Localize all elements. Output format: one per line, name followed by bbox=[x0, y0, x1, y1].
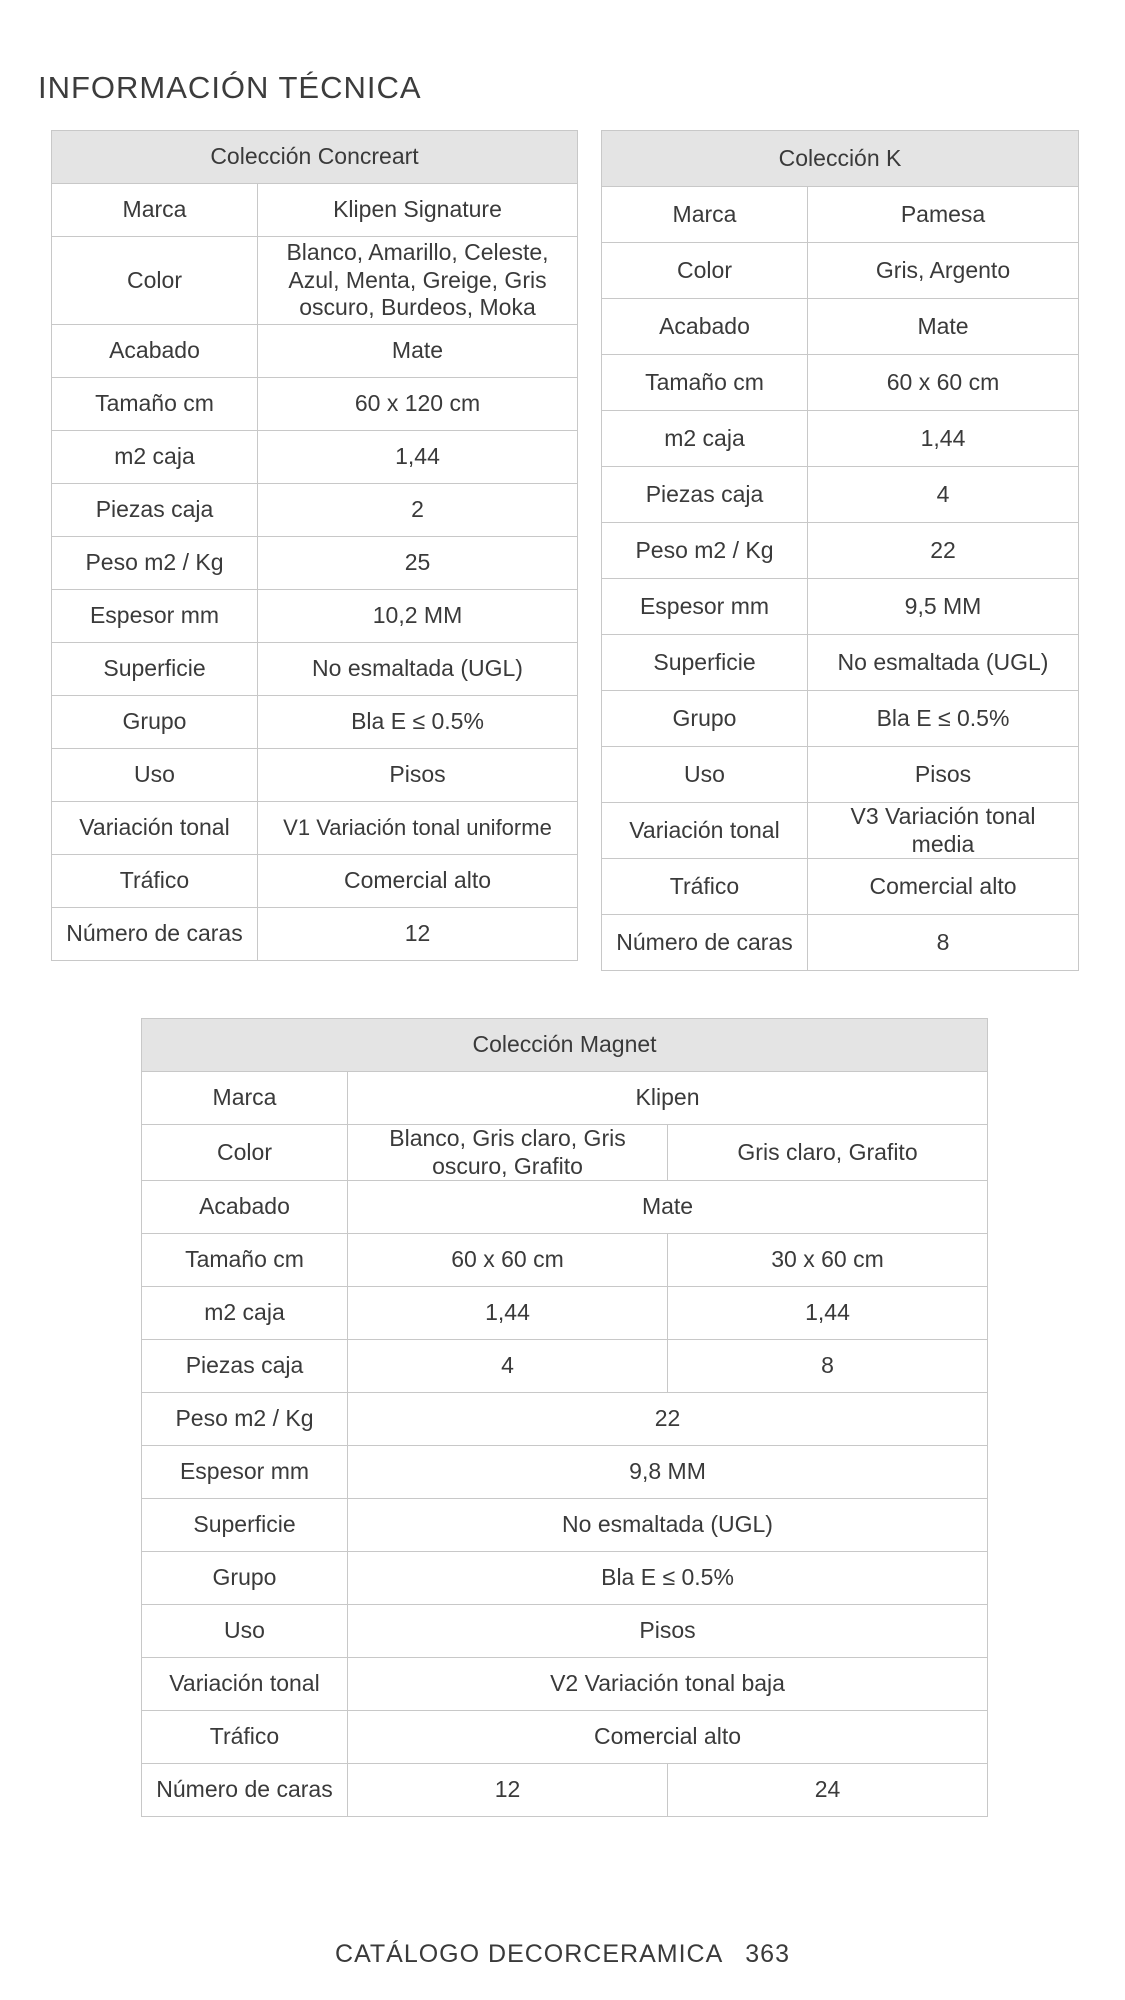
row-label: Tamaño cm bbox=[142, 1234, 348, 1287]
table-row bbox=[52, 696, 578, 749]
row-value: No esmaltada (UGL) bbox=[808, 635, 1079, 691]
row-label: Tamaño cm bbox=[52, 378, 258, 431]
table-row bbox=[142, 1340, 988, 1393]
row-label: Color bbox=[142, 1125, 348, 1181]
row-value: 8 bbox=[808, 915, 1079, 971]
table-row bbox=[52, 855, 578, 908]
row-label: Piezas caja bbox=[602, 467, 808, 523]
row-value-b: 30 x 60 cm bbox=[668, 1234, 988, 1287]
row-value: No esmaltada (UGL) bbox=[258, 643, 578, 696]
row-label: Uso bbox=[52, 749, 258, 802]
row-value-a: 4 bbox=[348, 1340, 668, 1393]
table-row bbox=[52, 431, 578, 484]
table-row bbox=[602, 579, 1079, 635]
table-row bbox=[52, 325, 578, 378]
row-value: Bla E ≤ 0.5% bbox=[348, 1552, 988, 1605]
table-row bbox=[142, 1072, 988, 1125]
table-row bbox=[142, 1764, 988, 1817]
table-title: Colección Magnet bbox=[142, 1019, 988, 1072]
row-value: Klipen Signature bbox=[258, 184, 578, 237]
row-value-a: Blanco, Gris claro, Gris oscuro, Grafito bbox=[348, 1125, 668, 1181]
table-row bbox=[142, 1181, 988, 1234]
row-label: m2 caja bbox=[142, 1287, 348, 1340]
row-label: Espesor mm bbox=[52, 590, 258, 643]
magnet-spec-table bbox=[141, 1018, 988, 1817]
row-value-a: 60 x 60 cm bbox=[348, 1234, 668, 1287]
table-row bbox=[602, 299, 1079, 355]
catalog-name: CATÁLOGO DECORCERAMICA bbox=[335, 1940, 724, 1968]
row-label: Peso m2 / Kg bbox=[142, 1393, 348, 1446]
row-label: Tráfico bbox=[52, 855, 258, 908]
row-label: Variación tonal bbox=[52, 802, 258, 855]
row-value: 12 bbox=[258, 908, 578, 961]
table-row bbox=[602, 467, 1079, 523]
table-row bbox=[602, 915, 1079, 971]
row-value: V1 Variación tonal uniforme bbox=[258, 802, 578, 855]
row-value-b: Gris claro, Grafito bbox=[668, 1125, 988, 1181]
row-value: 22 bbox=[808, 523, 1079, 579]
table-row bbox=[52, 590, 578, 643]
row-label: Uso bbox=[142, 1605, 348, 1658]
row-value: Klipen bbox=[348, 1072, 988, 1125]
row-label: Color bbox=[52, 237, 258, 325]
table-row bbox=[52, 643, 578, 696]
page-title: INFORMACIÓN TÉCNICA bbox=[38, 70, 422, 105]
table-row bbox=[602, 523, 1079, 579]
row-value: Comercial alto bbox=[348, 1711, 988, 1764]
row-label: Piezas caja bbox=[142, 1340, 348, 1393]
table-row bbox=[52, 908, 578, 961]
row-value: Blanco, Amarillo, Celeste, Azul, Menta, Greige, Gris oscuro, Burdeos, Moka bbox=[258, 237, 578, 325]
row-value: 60 x 120 cm bbox=[258, 378, 578, 431]
table-row bbox=[142, 1234, 988, 1287]
table-row bbox=[52, 749, 578, 802]
row-value-b: 1,44 bbox=[668, 1287, 988, 1340]
table-row bbox=[142, 1499, 988, 1552]
row-value: Mate bbox=[348, 1181, 988, 1234]
row-value: Pamesa bbox=[808, 187, 1079, 243]
row-value: Bla E ≤ 0.5% bbox=[258, 696, 578, 749]
page-number: 363 bbox=[745, 1940, 790, 1968]
table-row bbox=[602, 355, 1079, 411]
row-label: Peso m2 / Kg bbox=[602, 523, 808, 579]
row-label: Acabado bbox=[602, 299, 808, 355]
table-row bbox=[52, 184, 578, 237]
table-row bbox=[52, 537, 578, 590]
row-value: 9,5 MM bbox=[808, 579, 1079, 635]
row-value: Comercial alto bbox=[808, 859, 1079, 915]
row-value: Mate bbox=[258, 325, 578, 378]
table-row bbox=[602, 691, 1079, 747]
table-row bbox=[142, 1711, 988, 1764]
table-row bbox=[142, 1446, 988, 1499]
table-row bbox=[602, 187, 1079, 243]
table-row bbox=[142, 1287, 988, 1340]
table-row bbox=[602, 411, 1079, 467]
row-value-b: 24 bbox=[668, 1764, 988, 1817]
row-value: 1,44 bbox=[258, 431, 578, 484]
row-label: Grupo bbox=[52, 696, 258, 749]
row-label: Uso bbox=[602, 747, 808, 803]
row-label: Peso m2 / Kg bbox=[52, 537, 258, 590]
row-value: 22 bbox=[348, 1393, 988, 1446]
row-value: Comercial alto bbox=[258, 855, 578, 908]
page-footer bbox=[0, 1940, 1125, 1969]
table-title: Colección Concreart bbox=[52, 131, 578, 184]
row-value: Pisos bbox=[808, 747, 1079, 803]
row-value-a: 1,44 bbox=[348, 1287, 668, 1340]
row-value: No esmaltada (UGL) bbox=[348, 1499, 988, 1552]
row-label: Marca bbox=[52, 184, 258, 237]
row-label: Espesor mm bbox=[602, 579, 808, 635]
row-value: Bla E ≤ 0.5% bbox=[808, 691, 1079, 747]
row-value: 9,8 MM bbox=[348, 1446, 988, 1499]
concreart-spec-table bbox=[51, 130, 578, 961]
table-row bbox=[52, 237, 578, 325]
row-label: Color bbox=[602, 243, 808, 299]
row-label: Tamaño cm bbox=[602, 355, 808, 411]
row-label: Grupo bbox=[602, 691, 808, 747]
row-label: Superficie bbox=[142, 1499, 348, 1552]
row-label: Número de caras bbox=[52, 908, 258, 961]
table-row bbox=[602, 243, 1079, 299]
row-label: m2 caja bbox=[52, 431, 258, 484]
row-label: m2 caja bbox=[602, 411, 808, 467]
row-value: V2 Variación tonal baja bbox=[348, 1658, 988, 1711]
table-row bbox=[142, 1658, 988, 1711]
row-label: Variación tonal bbox=[602, 803, 808, 859]
row-value-a: 12 bbox=[348, 1764, 668, 1817]
row-label: Piezas caja bbox=[52, 484, 258, 537]
table-title: Colección K bbox=[602, 131, 1079, 187]
table-row bbox=[142, 1393, 988, 1446]
row-label: Variación tonal bbox=[142, 1658, 348, 1711]
row-label: Marca bbox=[602, 187, 808, 243]
table-row bbox=[142, 1552, 988, 1605]
table-row bbox=[142, 1605, 988, 1658]
row-label: Superficie bbox=[52, 643, 258, 696]
row-label: Superficie bbox=[602, 635, 808, 691]
row-value: Mate bbox=[808, 299, 1079, 355]
table-row bbox=[602, 803, 1079, 859]
row-value: 2 bbox=[258, 484, 578, 537]
row-label: Número de caras bbox=[142, 1764, 348, 1817]
row-label: Acabado bbox=[52, 325, 258, 378]
row-value: 25 bbox=[258, 537, 578, 590]
row-label: Marca bbox=[142, 1072, 348, 1125]
row-value: Pisos bbox=[348, 1605, 988, 1658]
row-label: Tráfico bbox=[142, 1711, 348, 1764]
row-label: Espesor mm bbox=[142, 1446, 348, 1499]
row-label: Tráfico bbox=[602, 859, 808, 915]
table-row bbox=[52, 802, 578, 855]
row-value: V3 Variación tonal media bbox=[808, 803, 1079, 859]
table-row bbox=[142, 1125, 988, 1181]
row-label: Número de caras bbox=[602, 915, 808, 971]
table-row bbox=[602, 859, 1079, 915]
row-value: 4 bbox=[808, 467, 1079, 523]
table-row bbox=[52, 378, 578, 431]
row-value: Gris, Argento bbox=[808, 243, 1079, 299]
row-value-b: 8 bbox=[668, 1340, 988, 1393]
row-value: 10,2 MM bbox=[258, 590, 578, 643]
table-row bbox=[602, 747, 1079, 803]
row-value: 60 x 60 cm bbox=[808, 355, 1079, 411]
table-row bbox=[52, 484, 578, 537]
row-label: Acabado bbox=[142, 1181, 348, 1234]
row-label: Grupo bbox=[142, 1552, 348, 1605]
row-value: Pisos bbox=[258, 749, 578, 802]
row-value: 1,44 bbox=[808, 411, 1079, 467]
table-row bbox=[602, 635, 1079, 691]
k-spec-table bbox=[601, 130, 1079, 971]
